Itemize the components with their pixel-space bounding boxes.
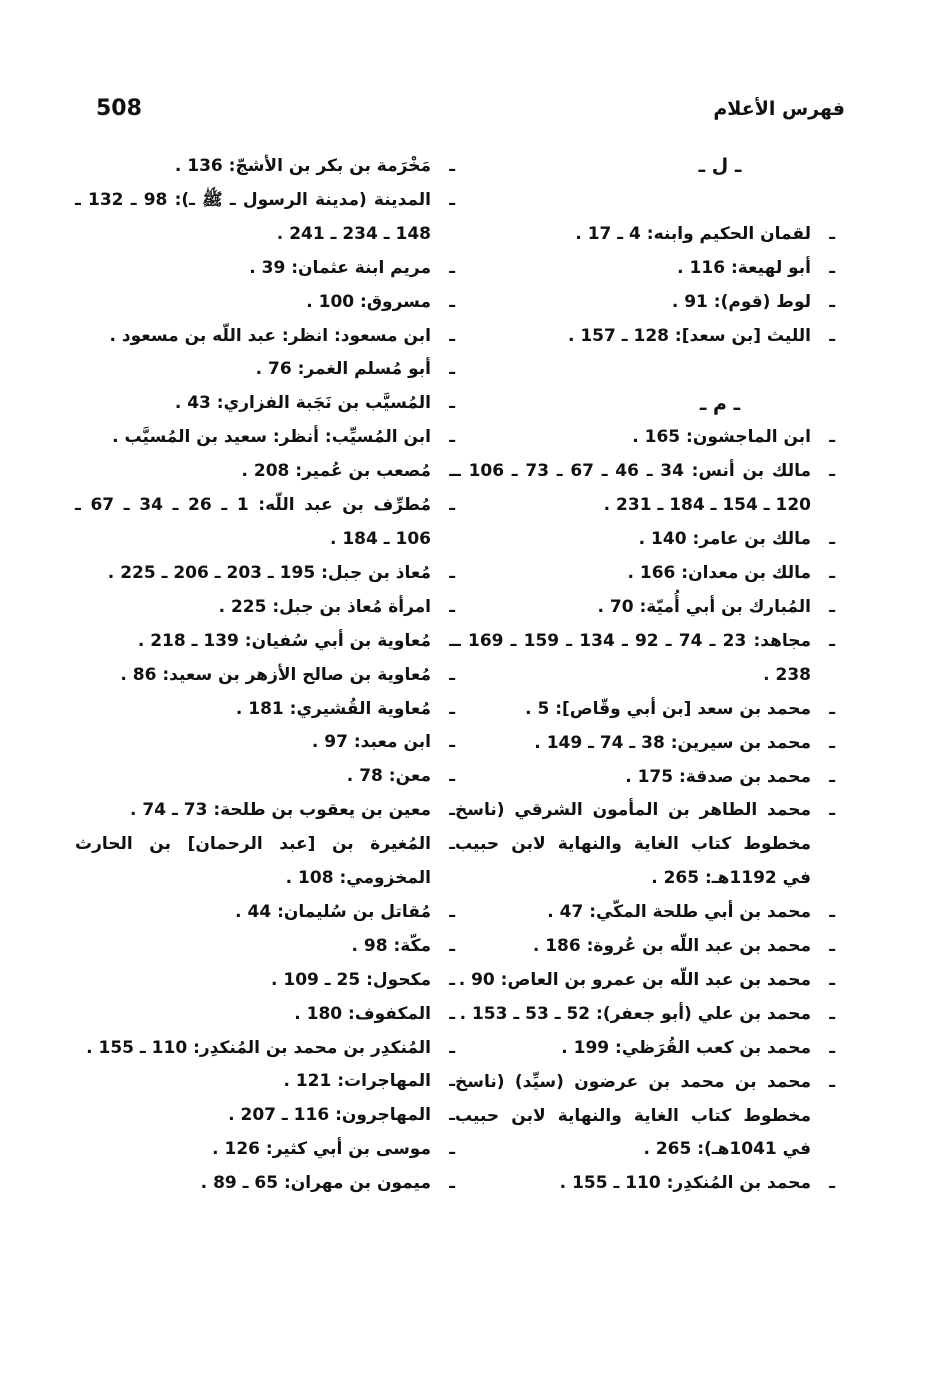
- index-entry: ـ المهاجرات: 121 .: [283, 1071, 455, 1092]
- index-entry: ـ مسروق: 100 .: [306, 291, 455, 312]
- index-entry: ـ محمد بن كعب القُرَظي: 199 .: [561, 1037, 835, 1058]
- index-entry: ـ مُصعب بن عُمير: 208 .: [241, 461, 455, 482]
- index-entry: ـ محمد بن أبي طلحة المكّي: 47 .: [547, 902, 835, 923]
- index-entry: ـ مُعاوية بن صالح الأزهر بن سعيد: 86 .: [120, 664, 455, 685]
- index-entry: ـ المُغيرة بن [عبد الرحمان] بن الحارث المخزومي: 108 .: [75, 834, 455, 889]
- index-entry: ـ ابن مسعود: انظر: عبد اللّه بن مسعود .: [109, 325, 455, 346]
- index-entry: ـ المُنكدِر بن محمد بن المُنكدِر: 110 ـ 155 .: [86, 1037, 455, 1058]
- index-entry: ـ ابن الماجشون: 165 .: [632, 427, 835, 448]
- index-entry: ـ مُقاتل بن سُليمان: 44 .: [235, 901, 455, 922]
- index-entry: ـ المُبارك بن أبي أُميّة: 70 .: [597, 596, 835, 617]
- index-entry: ـ الليث [بن سعد]: 128 ـ 157 .: [567, 325, 835, 346]
- index-entry: ـ لقمان الحكيم وابنه: 4 ـ 17 .: [575, 223, 835, 244]
- index-entry: ـ مكحول: 25 ـ 109 .: [270, 969, 455, 990]
- index-entry: ـ موسى بن أبي كثير: 126 .: [212, 1139, 455, 1160]
- index-entry: ـ محمد بن عبد اللّه بن عُروة: 186 .: [532, 936, 835, 957]
- index-entry: ـ لوط (قوم): 91 .: [671, 291, 835, 312]
- index-entry: ـ المهاجرون: 116 ـ 207 .: [228, 1105, 455, 1126]
- index-entry: ـ مجاهد: 23 ـ 74 ـ 92 ـ 134 ـ 159 ـ 169 ـ 238 .: [455, 630, 835, 685]
- index-entry: ـ معن: 78 .: [346, 766, 455, 787]
- index-entry: ـ مالك بن معدان: 166 .: [627, 563, 835, 584]
- index-entry: ـ مُعاوية بن أبي سُفيان: 139 ـ 218 .: [137, 630, 455, 651]
- index-entry: ـ مالك بن أنس: 34 ـ 46 ـ 67 ـ 73 ـ 106 ـ 120 ـ 154 ـ 184 ـ 231 .: [455, 461, 835, 516]
- section-heading-mim: ـ م ـ: [699, 392, 741, 415]
- index-entry: ـ مُعاوية القُشيري: 181 .: [235, 698, 455, 719]
- index-entry: ـ مكّة: 98 .: [351, 935, 455, 956]
- index-entry: ـ مُعاذ بن جبل: 195 ـ 203 ـ 206 ـ 225 .: [107, 562, 455, 583]
- index-entry: ـ محمد بن عبد اللّه بن عمرو بن العاص: 90 .: [458, 969, 835, 990]
- index-entry: ـ مالك بن عامر: 140 .: [638, 529, 835, 550]
- index-entry: ـ محمد بن علي (أبو جعفر): 52 ـ 53 ـ 153 .: [459, 1003, 835, 1024]
- index-entry: ـ أبو لهيعة: 116 .: [677, 257, 835, 278]
- index-entry: ـ ابن المُسيِّب: أنظر: سعيد بن المُسيَّب .: [112, 427, 455, 448]
- index-entry: ـ مُطرِّف بن عبد اللّه: 1 ـ 26 ـ 34 ـ 67 ـ 106 ـ 184 .: [75, 495, 455, 549]
- index-entry: ـ أبو مُسلم الغمر: 76 .: [255, 359, 455, 380]
- index-entry: ـ امرأة مُعاذ بن جبل: 225 .: [218, 596, 455, 617]
- index-entry: ـ محمد بن المُنكدِر: 110 ـ 155 .: [559, 1173, 835, 1194]
- index-entry: ـ ابن معبد: 97 .: [311, 732, 455, 753]
- index-column-right: [455, 150, 835, 1201]
- index-entry: ـ محمد بن صدقة: 175 .: [625, 766, 835, 787]
- index-entry: ـ المُسيَّب بن نَجَبة الفزاري: 43 .: [174, 393, 455, 414]
- index-entry: ـ ميمون بن مهران: 65 ـ 89 .: [200, 1173, 455, 1194]
- index-entry: ـ محمد بن سيرين: 38 ـ 74 ـ 149 .: [534, 732, 835, 753]
- index-entry: ـ مَخْرَمة بن بكر بن الأشجّ: 136 .: [174, 156, 455, 176]
- index-column-left: [75, 150, 455, 1201]
- index-entry: ـ معين بن يعقوب بن طلحة: 73 ـ 74 .: [130, 800, 455, 821]
- running-header-title: فهرس الأعلام: [713, 98, 845, 120]
- index-entry: ـ محمد بن محمد بن عرضون (سيِّد) (ناسخ مخطوط كتاب الغاية والنهاية لابن حبيب في 1041هـ): 265 .: [455, 1071, 835, 1160]
- page-number: 508: [96, 96, 142, 121]
- index-entry: ـ المكفوف: 180 .: [294, 1003, 455, 1024]
- section-heading-lam: ـ ل ـ: [698, 155, 742, 177]
- index-entry: ـ مريم ابنة عثمان: 39 .: [249, 257, 455, 278]
- index-entry: ـ محمد بن سعد [بن أبي وقّاص]: 5 .: [525, 698, 835, 719]
- index-entry: ـ محمد الطاهر بن المأمون الشرقي (ناسخ مخطوط كتاب الغاية والنهاية لابن حبيب في 1192هـ: 265 .: [455, 800, 835, 889]
- index-entry: ـ المدينة (مدينة الرسول ـ ﷺ ـ): 98 ـ 132 ـ 148 ـ 234 ـ 241 .: [75, 189, 455, 244]
